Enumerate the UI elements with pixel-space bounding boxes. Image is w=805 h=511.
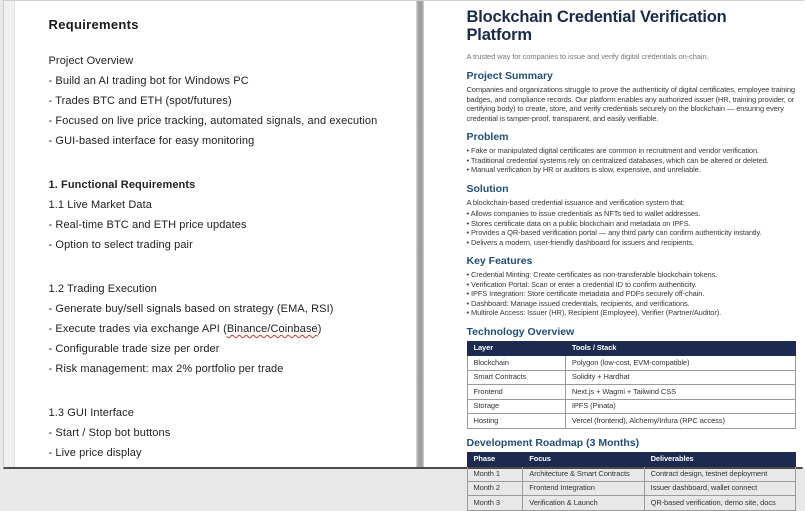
solution-bullet: • Delivers a modern, user-friendly dashboard for issuers and recipients. — [467, 238, 796, 248]
table-cell: IPFS (Pinata) — [565, 399, 795, 414]
section-heading-project-summary: Project Summary — [467, 70, 796, 82]
requirements-section-heading: 1. Functional Requirements — [49, 180, 402, 191]
table-cell: Solidity + Hardhat — [565, 370, 795, 385]
solution-intro: A blockchain-based credential issuance and verification system that: — [467, 198, 796, 208]
table-cell: Hosting — [467, 414, 565, 429]
table-row — [467, 481, 795, 496]
requirements-line: - Focused on live price tracking, automated signals, and execution — [49, 116, 402, 127]
table-cell: Frontend — [467, 385, 565, 400]
table-cell: Frontend Integration — [523, 481, 644, 496]
table-row — [467, 414, 795, 429]
table-row — [467, 370, 795, 385]
table-row — [467, 356, 795, 371]
table-cell: QR-based verification, demo site, docs — [644, 496, 795, 511]
solution-bullet: • Provides a QR-based verification portal — any third party can confirm authenticity instantly. — [467, 228, 796, 238]
requirements-document — [14, 1, 416, 467]
solution-bullet: • Stores certificate data on a public blockchain and metadata on IPFS. — [467, 219, 796, 229]
table-cell: Smart Contracts — [467, 370, 565, 385]
table-cell: Month 3 — [467, 496, 523, 511]
table-cell: Next.js + Wagmi + Tailwind CSS — [565, 385, 795, 400]
requirements-line: - Generate buy/sell signals based on strategy (EMA, RSI) — [49, 304, 402, 315]
section-heading-key-features: Key Features — [467, 255, 796, 267]
solution-bullet: • Allows companies to issue credentials as NFTs tied to wallet addresses. — [467, 209, 796, 219]
table-header-cell: Phase — [467, 452, 523, 467]
requirements-subheading: 1.3 GUI Interface — [49, 408, 402, 419]
table-header-cell: Deliverables — [644, 452, 795, 467]
page-title: Blockchain Credential Verification Platform — [467, 8, 796, 44]
table-cell: Architecture & Smart Contracts — [523, 467, 644, 482]
requirements-line: - Build an AI trading bot for Windows PC — [49, 76, 402, 87]
right-document-pane — [424, 1, 805, 467]
table-header-row — [467, 341, 795, 356]
section-heading-problem: Problem — [467, 131, 796, 143]
feature-bullet: • Dashboard: Manage issued credentials, recipients, and verifications. — [467, 299, 796, 309]
requirements-line: - Start / Stop bot buttons — [49, 428, 402, 439]
table-cell: Storage — [467, 399, 565, 414]
project-summary-paragraph: Companies and organizations struggle to prove the authenticity of digital certificates, employee training badges, and compliance records. Our platform enables any authorized issuer (HR, training provider, or certifying body) to create, store, and verify credentials securely on the blockchain — ensuring every credential is tamper-proof, transparent, and easily verifiable. — [467, 85, 796, 123]
table-header-cell: Focus — [523, 452, 644, 467]
table-cell: Verification & Launch — [523, 496, 644, 511]
feature-bullet: • IPFS Integration: Store certificate metadata and PDFs securely off-chain. — [467, 289, 796, 299]
table-row — [467, 496, 795, 511]
requirements-line: - Risk management: max 2% portfolio per trade — [49, 364, 402, 375]
spellcheck-flagged-text: Binance/Coinbase — [227, 323, 318, 335]
table-cell: Month 2 — [467, 481, 523, 496]
roadmap-table — [467, 452, 796, 511]
section-heading-technology-overview: Technology Overview — [467, 326, 796, 338]
section-heading-development-roadmap: Development Roadmap (3 Months) — [467, 437, 796, 449]
requirements-subheading: 1.2 Trading Execution — [49, 284, 402, 295]
feature-bullet: • Multirole Access: Issuer (HR), Recipient (Employee), Verifier (Partner/Auditor). — [467, 308, 796, 318]
requirements-line: - Option to select trading pair — [49, 240, 402, 251]
requirements-title: Requirements — [49, 17, 402, 32]
requirements-line: - Live price display — [49, 448, 402, 459]
table-cell: Issuer dashboard, wallet connect — [644, 481, 795, 496]
feature-bullet: • Credential Minting: Create certificates as non-transferable blockchain tokens. — [467, 270, 796, 280]
problem-bullet: • Fake or manipulated digital certificates are common in recruitment and vendor verification. — [467, 146, 796, 156]
exec-line-prefix: - Execute trades via exchange API ( — [49, 323, 227, 335]
table-cell: Vercel (frontend), Alchemy/Infura (RPC access) — [565, 414, 795, 429]
requirements-line: - GUI-based interface for easy monitoring — [49, 136, 402, 147]
table-cell: Polygon (low-cost, EVM-compatible) — [565, 356, 795, 371]
table-cell: Contract design, testnet deployment — [644, 467, 795, 482]
table-row — [467, 385, 795, 400]
problem-bullet: • Traditional credential systems rely on centralized databases, which can be altered or deleted. — [467, 156, 796, 166]
page-subtitle: A trusted way for companies to issue and verify digital credentials on-chain. — [467, 52, 796, 62]
table-header-cell: Layer — [467, 341, 565, 356]
requirements-line-spellchecked — [49, 324, 402, 335]
table-row — [467, 399, 795, 414]
split-document-view — [3, 0, 803, 469]
requirements-line: - Trades BTC and ETH (spot/futures) — [49, 96, 402, 107]
requirements-line: - Real-time BTC and ETH price updates — [49, 220, 402, 231]
problem-bullet: • Manual verification by HR or auditors is slow, expensive, and unreliable. — [467, 165, 796, 175]
table-header-cell: Tools / Stack — [565, 341, 795, 356]
requirements-line: Project Overview — [49, 56, 402, 67]
requirements-subheading: 1.1 Live Market Data — [49, 200, 402, 211]
table-cell: Blockchain — [467, 356, 565, 371]
requirements-line: - Configurable trade size per order — [49, 344, 402, 355]
technology-table — [467, 341, 796, 429]
feature-bullet: • Verification Portal: Scan or enter a credential ID to confirm authenticity. — [467, 280, 796, 290]
left-document-pane — [4, 1, 416, 467]
exec-line-suffix: ) — [318, 323, 322, 335]
pane-splitter[interactable] — [416, 1, 424, 467]
table-row — [467, 467, 795, 482]
table-cell: Month 1 — [467, 467, 523, 482]
section-heading-solution: Solution — [467, 183, 796, 195]
table-header-row — [467, 452, 795, 467]
